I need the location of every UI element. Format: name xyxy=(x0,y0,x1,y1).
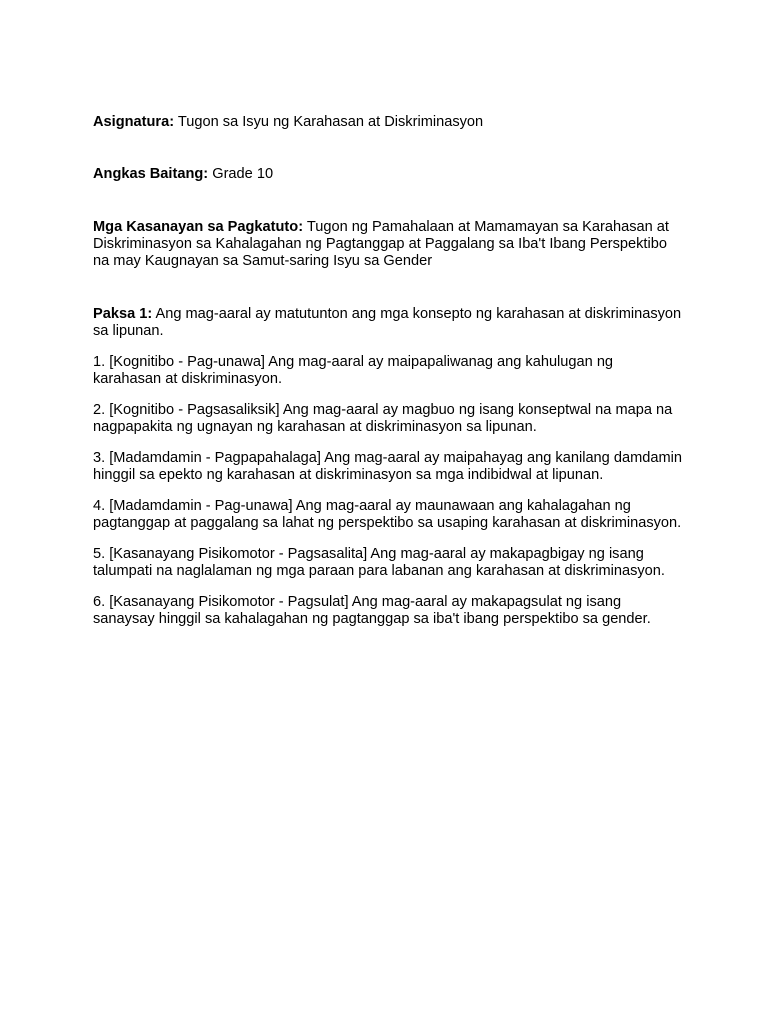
grade-label: Angkas Baitang: xyxy=(93,166,209,182)
competency-line xyxy=(93,219,683,270)
objective-item: 6. [Kasanayang Pisikomotor - Pagsulat] Ang mag-aaral ay makapagsulat ng isang sanaysay hinggil sa kahalagahan ng pagtanggap sa iba't ibang perspektibo sa gender. xyxy=(93,594,651,627)
topic-line xyxy=(93,306,683,340)
topic-label: Paksa 1: xyxy=(93,306,153,322)
competency-value: Tugon ng Pamahalaan at Mamamayan sa Karahasan at Diskriminasyon sa Kahalagahan ng Pagtanggap at Paggalang sa Iba't Ibang Perspektibo na may Kaugnayan sa Samut-saring Isyu sa Gender xyxy=(93,219,669,269)
topic-value: Ang mag-aaral ay matutunton ang mga konsepto ng karahasan at diskriminasyon sa lipunan. xyxy=(93,306,682,339)
subject-line xyxy=(93,114,683,131)
objective-item: 3. [Madamdamin - Pagpapahalaga] Ang mag-aaral ay maipahayag ang kanilang damdamin hinggil sa epekto ng karahasan at diskriminasyon sa mga indibidwal at lipunan. xyxy=(93,450,682,483)
objective-item: 2. [Kognitibo - Pagsasaliksik] Ang mag-aaral ay magbuo ng isang konseptwal na mapa na nagpapakita ng ugnayan ng karahasan at diskriminasyon sa lipunan. xyxy=(93,402,673,435)
competency-label: Mga Kasanayan sa Pagkatuto: xyxy=(93,219,304,235)
objective-item: 4. [Madamdamin - Pag-unawa] Ang mag-aaral ay maunawaan ang kahalagahan ng pagtanggap at paggalang sa lahat ng perspektibo sa usaping karahasan at diskriminasyon. xyxy=(93,498,682,531)
document-page xyxy=(93,114,683,642)
objective-item: 1. [Kognitibo - Pag-unawa] Ang mag-aaral ay maipapaliwanag ang kahulugan ng karahasan at diskriminasyon. xyxy=(93,354,614,387)
objective-item: 5. [Kasanayang Pisikomotor - Pagsasalita] Ang mag-aaral ay makapagbigay ng isang talumpati na naglalaman ng mga paraan para labanan ang karahasan at diskriminasyon. xyxy=(93,546,665,579)
subject-label: Asignatura: xyxy=(93,114,175,130)
grade-line xyxy=(93,166,683,183)
subject-value: Tugon sa Isyu ng Karahasan at Diskriminasyon xyxy=(177,114,484,130)
grade-value: Grade 10 xyxy=(212,166,274,182)
